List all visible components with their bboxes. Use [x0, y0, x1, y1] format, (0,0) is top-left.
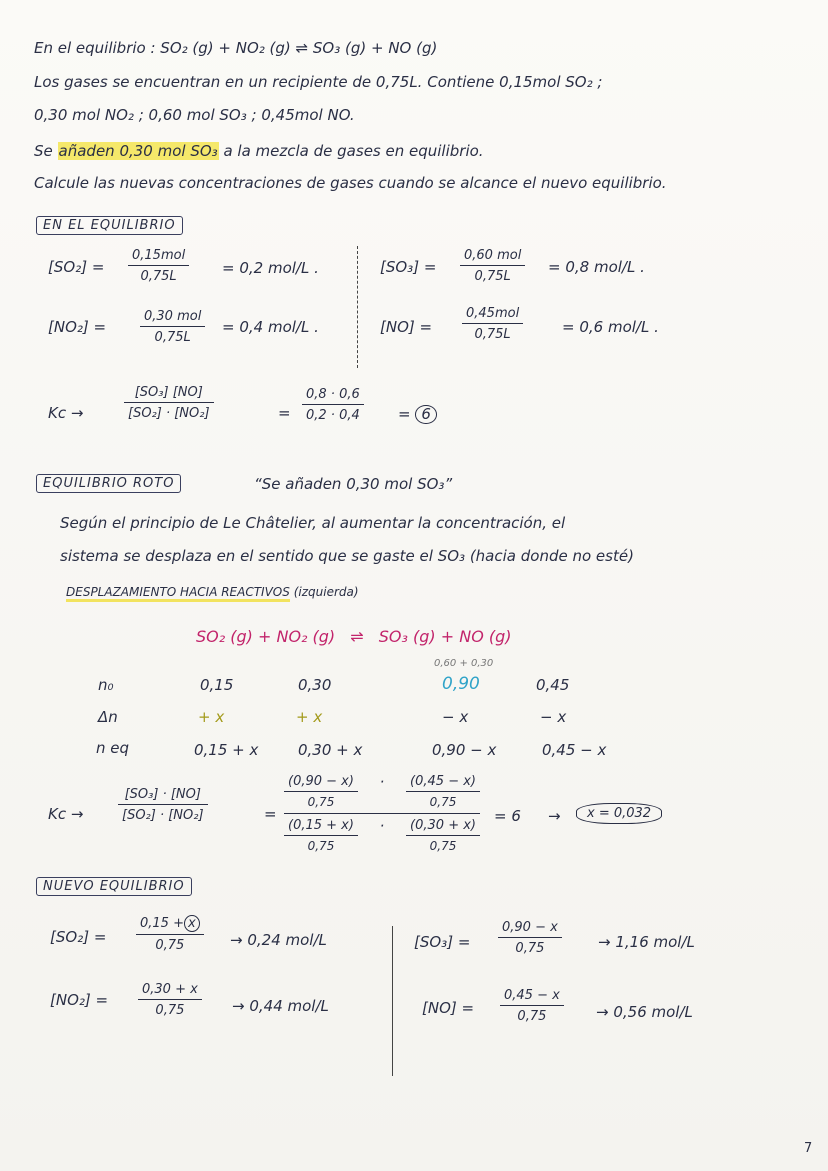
- problem-line-2: Los gases se encuentran en un recipiente de 0,75L. Contiene 0,15mol SO₂ ;: [34, 73, 603, 91]
- neq-no2: 0,30 + x: [298, 741, 363, 759]
- new-no-label: [NO] =: [422, 999, 475, 1017]
- num-term-a: [284, 774, 358, 809]
- kc-expression-1: [124, 385, 214, 421]
- principle-line-1: Según el principio de Le Châtelier, al aumentar la concentración, el: [60, 514, 566, 532]
- so2-result: = 0,2 mol/L .: [222, 259, 319, 277]
- section-title-broken-equilibrium: EQUILIBRIO ROTO: [36, 474, 181, 493]
- n0-so2: 0,15: [200, 676, 234, 694]
- so2-fraction: [128, 248, 189, 284]
- so2-denominator: 0,75L: [140, 269, 177, 284]
- new-no-numerator: 0,45 − x: [504, 988, 560, 1003]
- n0-so3: 0,90: [442, 674, 480, 694]
- n0-no: 0,45: [536, 676, 570, 694]
- kc-result-1: [398, 405, 437, 424]
- n0-no2: 0,30: [298, 676, 332, 694]
- neq-so2: 0,15 + x: [194, 741, 259, 759]
- sum-note: 0,60 + 0,30: [434, 658, 494, 669]
- kc-expression-2: [118, 787, 208, 823]
- shift-direction: [66, 586, 359, 599]
- dn-so3: − x: [442, 708, 469, 726]
- new-so2-result: → 0,24 mol/L: [230, 931, 327, 949]
- num-term-a-value: (0,90 − x): [288, 774, 354, 789]
- no2-result: = 0,4 mol/L .: [222, 318, 319, 336]
- new-no-result: → 0,56 mol/L: [596, 1003, 693, 1021]
- num-term-b-den: 0,75: [429, 795, 457, 809]
- new-so2-fraction: [136, 915, 204, 953]
- problem-line-4: [34, 143, 484, 160]
- so2-numerator: 0,15mol: [132, 248, 186, 263]
- neq-no: 0,45 − x: [542, 741, 607, 759]
- so3-fraction: [460, 248, 525, 284]
- highlighted-addition: añaden 0,30 mol SO₃: [58, 142, 218, 160]
- dn-no2: + x: [296, 708, 323, 726]
- den-term-b-den: 0,75: [429, 839, 457, 853]
- kc-denominator-1: [SO₂] · [NO₂]: [128, 406, 210, 421]
- no-result: = 0,6 mol/L .: [562, 318, 659, 336]
- products: SO₃ (g) + NO (g): [378, 627, 512, 646]
- circled-x: x: [184, 915, 200, 932]
- so2-label: [SO₂] =: [48, 258, 105, 276]
- num-term-a-den: 0,75: [307, 795, 335, 809]
- new-so3-fraction: [498, 920, 562, 956]
- divider-line: [357, 246, 358, 368]
- equals-sign: =: [278, 404, 291, 422]
- den-term-a-den: 0,75: [307, 839, 335, 853]
- new-so2-denominator: 0,75: [155, 938, 185, 953]
- new-no2-numerator: 0,30 + x: [142, 982, 198, 997]
- new-no-denominator: 0,75: [517, 1009, 547, 1024]
- no-numerator: 0,45mol: [466, 306, 520, 321]
- new-no2-result: → 0,44 mol/L: [232, 997, 329, 1015]
- new-no2-label: [NO₂] =: [50, 991, 109, 1009]
- num-term-b: [406, 774, 480, 809]
- no-fraction: [462, 306, 523, 342]
- num-term-b-value: (0,45 − x): [410, 774, 476, 789]
- arrow: →: [548, 807, 561, 825]
- shift-note: (izquierda): [293, 585, 359, 599]
- so3-numerator: 0,60 mol: [464, 248, 522, 263]
- kc-denominator-2: [SO₂] · [NO₂]: [122, 808, 204, 823]
- new-so2-label: [SO₂] =: [50, 928, 107, 946]
- equilibrium-equation-line: En el equilibrio : SO₂ (g) + NO₂ (g) ⇌ SO₃ (g) + NO (g): [34, 39, 438, 57]
- equilibrium-arrow: ⇌: [350, 627, 364, 646]
- no2-label: [NO₂] =: [48, 318, 107, 336]
- principle-line-2: sistema se desplaza en el sentido que se gaste el SO₃ (hacia donde no esté): [60, 547, 634, 565]
- kc-values-denominator: 0,2 · 0,4: [306, 408, 360, 423]
- row-label-neq: n eq: [96, 739, 130, 757]
- den-term-a: [284, 818, 358, 853]
- problem-line-5: Calcule las nuevas concentraciones de gases cuando se alcance el nuevo equilibrio.: [34, 174, 667, 192]
- no-denominator: 0,75L: [474, 327, 511, 342]
- substituted-kc: [284, 774, 480, 853]
- no2-fraction: [140, 309, 205, 345]
- page-number: 7: [804, 1141, 813, 1156]
- new-so3-denominator: 0,75: [515, 941, 545, 956]
- kc-values-1: [302, 387, 364, 423]
- problem-line-3: 0,30 mol NO₂ ; 0,60 mol SO₃ ; 0,45mol NO.: [34, 106, 355, 124]
- dot-2: ·: [379, 817, 385, 835]
- equals-sign-3: =: [264, 805, 277, 823]
- new-so3-result: → 1,16 mol/L: [598, 933, 695, 951]
- new-so3-label: [SO₃] =: [414, 933, 471, 951]
- divider-line-2: [392, 926, 393, 1076]
- new-so2-numerator: [136, 915, 204, 934]
- new-no-fraction: [500, 988, 564, 1024]
- row-label-dn: Δn: [98, 708, 118, 726]
- added-quote: “Se añaden 0,30 mol SO₃”: [254, 475, 453, 493]
- equals-sign-2: =: [398, 405, 411, 423]
- den-term-a-value: (0,15 + x): [288, 818, 354, 833]
- no-label: [NO] =: [380, 318, 433, 336]
- line4-suffix: a la mezcla de gases en equilibrio.: [223, 142, 484, 160]
- reactants: SO₂ (g) + NO₂ (g): [196, 627, 336, 646]
- dn-so2: + x: [198, 708, 225, 726]
- kc-result-circled: 6: [415, 405, 437, 424]
- dot-1: ·: [379, 773, 385, 791]
- no2-numerator: 0,30 mol: [144, 309, 202, 324]
- line4-prefix: Se: [34, 142, 53, 160]
- new-so3-numerator: 0,90 − x: [502, 920, 558, 935]
- reaction-equation: [196, 628, 512, 646]
- kc-numerator-2: [SO₃] · [NO]: [124, 787, 201, 802]
- dn-no: − x: [540, 708, 567, 726]
- new-no2-denominator: 0,75: [155, 1003, 185, 1018]
- neq-so3: 0,90 − x: [432, 741, 497, 759]
- so3-result: = 0,8 mol/L .: [548, 258, 645, 276]
- kc-label-2: Kc →: [48, 805, 84, 823]
- new-so2-num-a: 0,15 +: [140, 916, 184, 931]
- kc-value: = 6: [494, 807, 521, 825]
- kc-values-numerator: 0,8 · 0,6: [306, 387, 360, 402]
- new-no2-fraction: [138, 982, 202, 1018]
- den-term-b: [406, 818, 480, 853]
- so3-denominator: 0,75L: [474, 269, 511, 284]
- shift-label: DESPLAZAMIENTO HACIA REACTIVOS: [66, 585, 290, 602]
- den-term-b-value: (0,30 + x): [410, 818, 476, 833]
- kc-numerator-1: [SO₃] [NO]: [134, 385, 203, 400]
- section-title-equilibrium: EN EL EQUILIBRIO: [36, 216, 183, 235]
- row-label-n0: n₀: [98, 676, 114, 694]
- kc-label-1: Kc →: [48, 404, 84, 422]
- section-title-new-equilibrium: NUEVO EQUILIBRIO: [36, 877, 192, 896]
- no2-denominator: 0,75L: [154, 330, 191, 345]
- x-result: x = 0,032: [576, 803, 662, 824]
- so3-label: [SO₃] =: [380, 258, 437, 276]
